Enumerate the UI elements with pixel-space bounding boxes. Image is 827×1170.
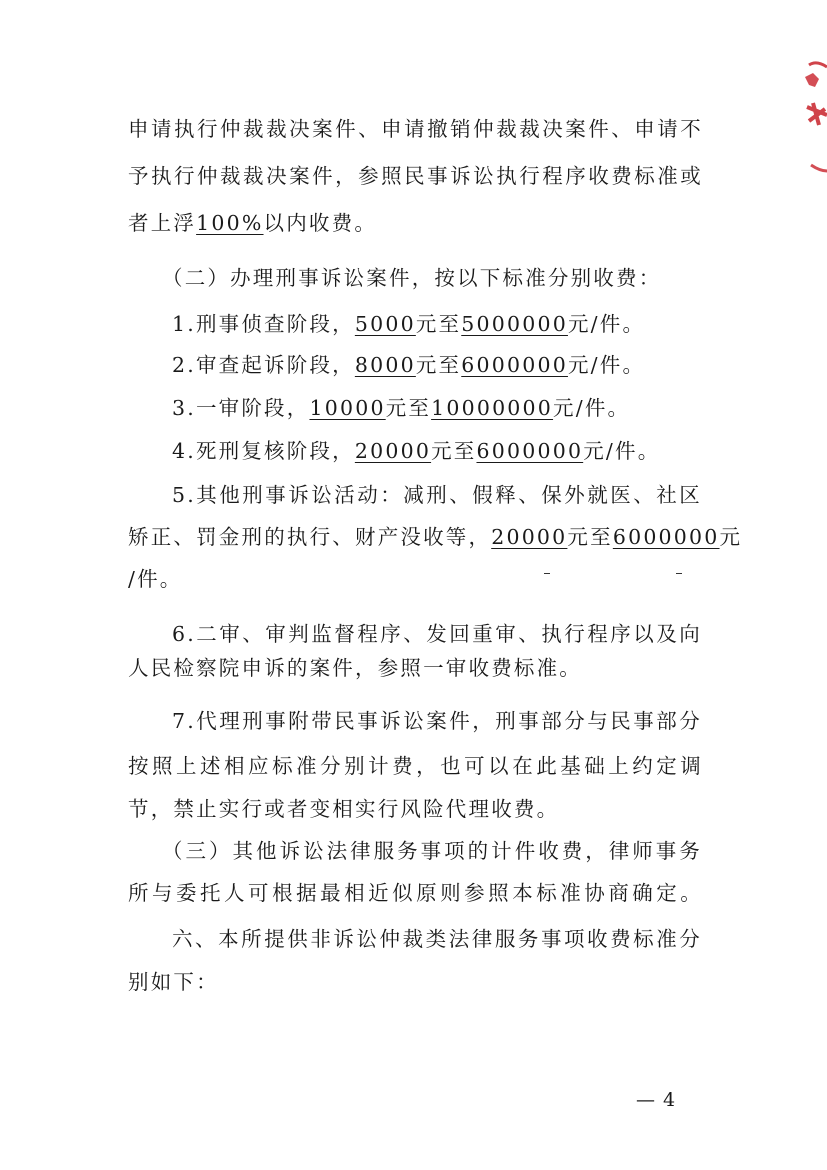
- criminal-item-7-line-3: 节，禁止实行或者变相实行风险代理收费。: [128, 797, 560, 821]
- scan-mark: [544, 573, 550, 574]
- criminal-item-1: 1.刑事侦查阶段，5000元至5000000元/件。: [172, 312, 646, 336]
- fee-to: 6000000: [476, 439, 584, 463]
- scan-mark: [676, 573, 682, 574]
- arbitration-line-2: 予执行仲裁裁决案件，参照民事诉讼执行程序收费标准或: [128, 164, 703, 188]
- criminal-item-3: 3.一审阶段，10000元至10000000元/件。: [172, 396, 631, 420]
- criminal-item-4: 4.死刑复核阶段，20000元至6000000元/件。: [172, 439, 661, 463]
- fee-to: 6000000: [461, 353, 568, 377]
- criminal-item-5-line-2: 矫正、罚金刑的执行、财产没收等，20000元至6000000元: [128, 525, 743, 549]
- section-6-line-2: 别如下：: [128, 970, 219, 994]
- arbitration-line-3: 者上浮100%以内收费。: [128, 211, 378, 235]
- criminal-item-5-line-1: 5.其他刑事诉讼活动：减刑、假释、保外就医、社区: [172, 483, 702, 507]
- fee-to: 6000000: [612, 525, 720, 549]
- section-6-line-1: 六、本所提供非诉讼仲裁类法律服务事项收费标准分: [172, 927, 702, 951]
- fee-from: 5000: [354, 312, 416, 336]
- fee-to: 10000000: [431, 396, 554, 420]
- fee-from: 8000: [354, 353, 416, 377]
- fee-to: 5000000: [461, 312, 568, 336]
- other-litigation-line-1: （三）其他诉讼法律服务事项的计件收费，律师事务: [162, 839, 702, 863]
- criminal-item-6-line-1: 6.二审、审判监督程序、发回重审、执行程序以及向: [172, 622, 702, 646]
- criminal-heading: （二）办理刑事诉讼案件，按以下标准分别收费：: [162, 266, 662, 290]
- criminal-item-7-line-2: 按照上述相应标准分别计费，也可以在此基础上约定调: [128, 754, 703, 778]
- fee-from: 20000: [491, 525, 568, 549]
- other-litigation-line-2: 所与委托人可根据最相近似原则参照本标准协商确定。: [128, 881, 703, 905]
- criminal-item-7-line-1: 7.代理刑事附带民事诉讼案件，刑事部分与民事部分: [172, 709, 702, 733]
- criminal-item-6-line-2: 人民检察院申诉的案件，参照一审收费标准。: [128, 656, 582, 680]
- arbitration-line-1: 申请执行仲裁裁决案件、申请撤销仲裁裁决案件、申请不: [128, 117, 703, 141]
- official-seal-fragment: [779, 55, 827, 185]
- criminal-item-5-line-3: /件。: [128, 567, 183, 591]
- criminal-item-2: 2.审查起诉阶段，8000元至6000000元/件。: [172, 353, 646, 377]
- percent-value: 100%: [196, 211, 264, 235]
- fee-from: 10000: [309, 396, 386, 420]
- fee-from: 20000: [354, 439, 432, 463]
- page-number: — 4: [636, 1089, 677, 1111]
